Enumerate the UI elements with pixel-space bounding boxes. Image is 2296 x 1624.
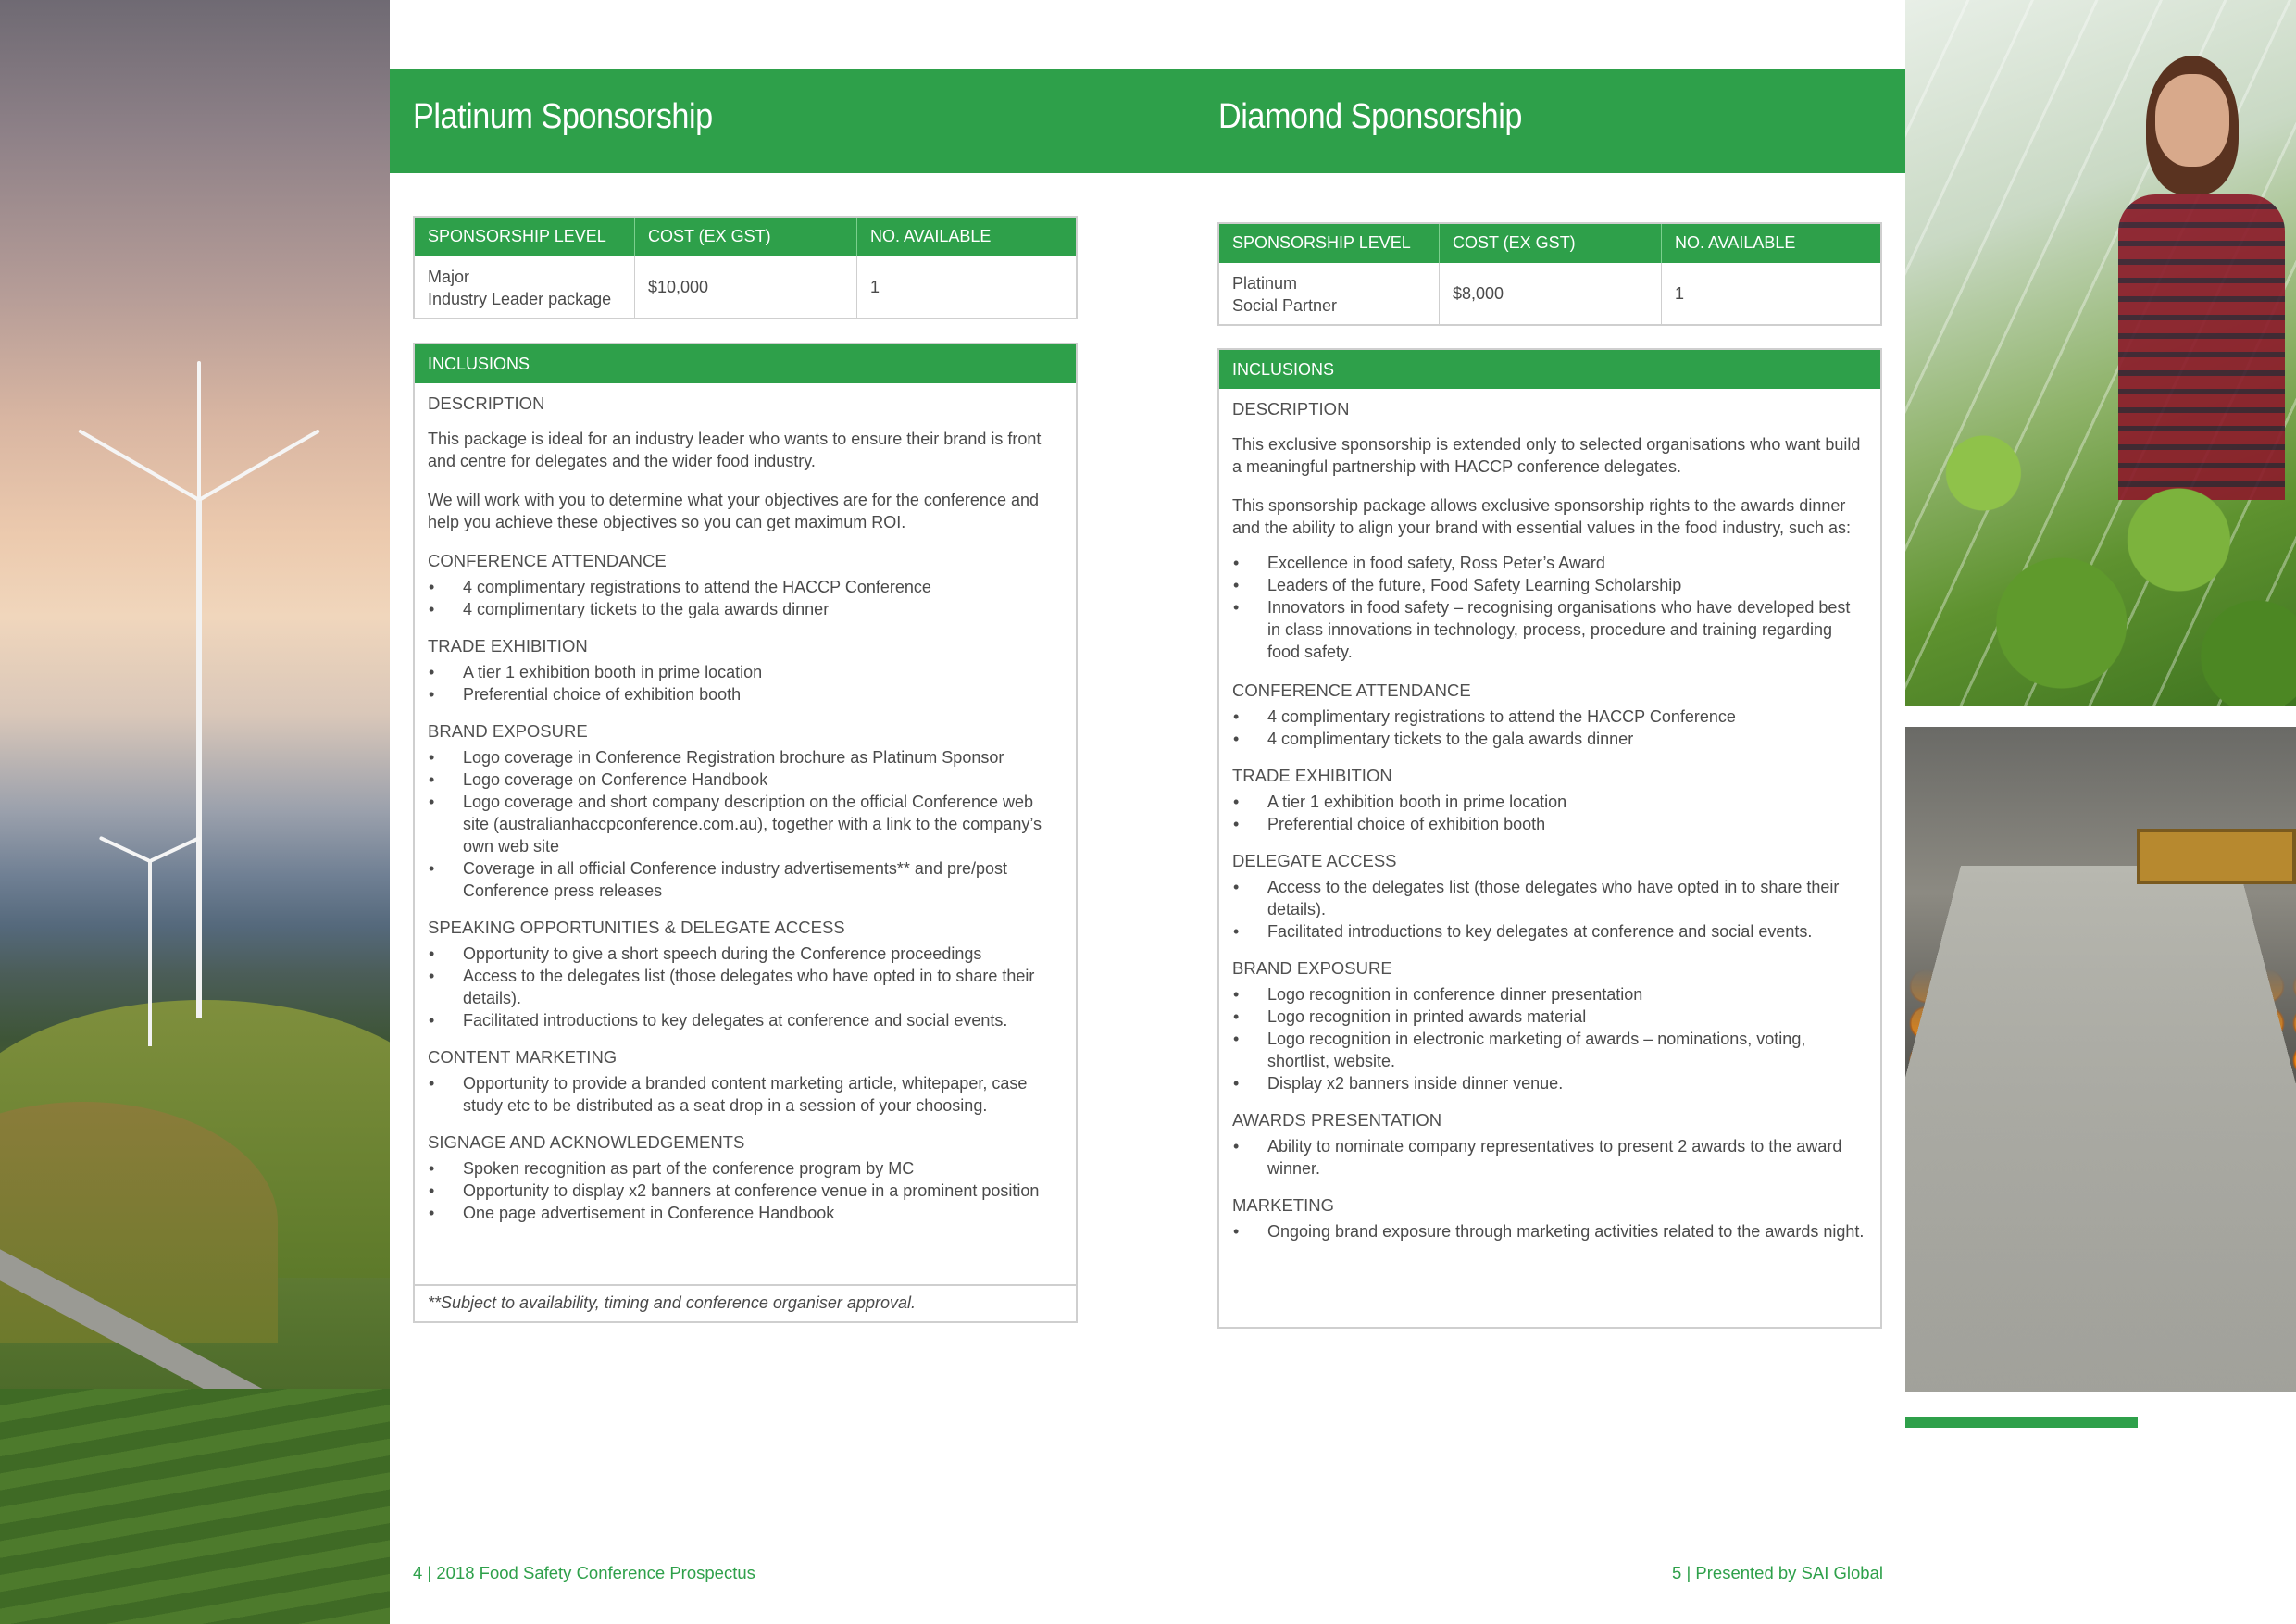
list-item: • Opportunity to give a short speech during the Conference proceedings bbox=[428, 943, 1063, 965]
list-item: • Leaders of the future, Food Safety Learning Scholarship bbox=[1232, 574, 1867, 596]
list-item: • Access to the delegates list (those delegates who have opted in to share their details). bbox=[428, 965, 1063, 1009]
photo-field bbox=[0, 1389, 390, 1624]
section-heading: DESCRIPTION bbox=[1232, 399, 1350, 418]
section-heading: MARKETING bbox=[1232, 1195, 1334, 1215]
platinum-sections bbox=[428, 550, 1063, 1224]
description-paragraph: This sponsorship package allows exclusive sponsorship rights to the awards dinner and the ability to align your brand with essential values in the food industry, such as: bbox=[1232, 496, 1852, 537]
list-item: • Facilitated introductions to key delegates at conference and social events. bbox=[1232, 920, 1867, 943]
table-header-row bbox=[1219, 224, 1880, 263]
diamond-sponsorship-title: Diamond Sponsorship bbox=[1218, 97, 1522, 136]
level-line: Social Partner bbox=[1232, 296, 1338, 315]
platinum-sponsorship-title: Platinum Sponsorship bbox=[413, 97, 713, 136]
bullet-list bbox=[428, 746, 1063, 902]
inclusions-body bbox=[415, 383, 1076, 1284]
list-item: • Logo coverage on Conference Handbook bbox=[428, 768, 1063, 791]
section-heading: DESCRIPTION bbox=[428, 394, 545, 413]
available-cell: 1 bbox=[870, 278, 880, 296]
oranges-processing-line-photo bbox=[1905, 727, 2296, 1392]
level-line: Industry Leader package bbox=[428, 290, 612, 308]
bullet-list bbox=[1232, 791, 1867, 835]
list-item: • 4 complimentary tickets to the gala awards dinner bbox=[1232, 728, 1867, 750]
section-heading: CONFERENCE ATTENDANCE bbox=[1232, 681, 1471, 700]
list-item: • 4 complimentary registrations to attend the HACCP Conference bbox=[1232, 706, 1867, 728]
list-item: • Opportunity to provide a branded content marketing article, whitepaper, case study etc to be distributed as a seat drop in a session of your choosing. bbox=[428, 1072, 1063, 1117]
orange-crate bbox=[2137, 829, 2296, 884]
list-item: • Preferential choice of exhibition booth bbox=[428, 683, 1063, 706]
bullet-list bbox=[428, 661, 1063, 706]
platinum-inclusions-box bbox=[413, 343, 1078, 1323]
list-item: • One page advertisement in Conference Handbook bbox=[428, 1202, 1063, 1224]
list-item: • Display x2 banners inside dinner venue. bbox=[1232, 1072, 1867, 1094]
woman-with-tablet-greenhouse-photo bbox=[1905, 0, 2296, 706]
section-heading: SPEAKING OPPORTUNITIES & DELEGATE ACCESS bbox=[428, 918, 845, 937]
section-heading: BRAND EXPOSURE bbox=[428, 721, 588, 741]
list-item: • Innovators in food safety – recognising organisations who have developed best in class innovations in technology, process, procedure and training regarding food safety. bbox=[1232, 596, 1867, 663]
cost-cell: $8,000 bbox=[1440, 263, 1662, 324]
description-paragraph: This exclusive sponsorship is extended only to selected organisations who want build a meaningful partnership with HACCP conference delegates. bbox=[1232, 435, 1861, 476]
inclusions-header: INCLUSIONS bbox=[415, 344, 1076, 383]
bullet-list bbox=[1232, 876, 1867, 943]
section-heading: CONFERENCE ATTENDANCE bbox=[428, 551, 667, 570]
list-item: • A tier 1 exhibition booth in prime location bbox=[428, 661, 1063, 683]
inclusions-header: INCLUSIONS bbox=[1219, 350, 1880, 389]
section-heading: DELEGATE ACCESS bbox=[1232, 851, 1397, 870]
diamond-sections bbox=[1232, 680, 1867, 1243]
column-header: SPONSORSHIP LEVEL bbox=[415, 218, 635, 256]
level-line: Platinum bbox=[1232, 274, 1298, 293]
table-header-row bbox=[415, 218, 1076, 256]
list-item: • Logo recognition in printed awards material bbox=[1232, 1006, 1867, 1028]
face bbox=[2155, 74, 2229, 167]
level-cell bbox=[1219, 263, 1440, 324]
footer-right-page: 5 | Presented by SAI Global bbox=[1672, 1563, 1883, 1582]
list-item: • Ongoing brand exposure through marketing activities related to the awards night. bbox=[1232, 1220, 1867, 1243]
bullet-list bbox=[1232, 1135, 1867, 1180]
section-heading: CONTENT MARKETING bbox=[428, 1047, 618, 1067]
list-item: • Logo recognition in electronic marketing of awards – nominations, voting, shortlist, website. bbox=[1232, 1028, 1867, 1072]
section-heading: AWARDS PRESENTATION bbox=[1232, 1110, 1442, 1130]
column-header: SPONSORSHIP LEVEL bbox=[1219, 224, 1440, 263]
list-item: • Opportunity to display x2 banners at conference venue in a prominent position bbox=[428, 1180, 1063, 1202]
award-list bbox=[1232, 552, 1867, 663]
list-item: • Logo coverage in Conference Registration brochure as Platinum Sponsor bbox=[428, 746, 1063, 768]
section-heading: BRAND EXPOSURE bbox=[1232, 958, 1392, 978]
level-cell bbox=[415, 256, 635, 318]
available-cell: 1 bbox=[1675, 284, 1685, 303]
footnote: **Subject to availability, timing and conference organiser approval. bbox=[415, 1284, 1076, 1320]
list-item: • 4 complimentary registrations to attend the HACCP Conference bbox=[428, 576, 1063, 598]
list-item: • Facilitated introductions to key delegates at conference and social events. bbox=[428, 1009, 1063, 1031]
bullet-list bbox=[428, 943, 1063, 1031]
list-item: • Coverage in all official Conference industry advertisements** and pre/post Conference press releases bbox=[428, 857, 1063, 902]
bullet-list bbox=[428, 1072, 1063, 1117]
oranges bbox=[1905, 968, 2296, 1392]
list-item: • Spoken recognition as part of the conference program by MC bbox=[428, 1157, 1063, 1180]
section-heading: TRADE EXHIBITION bbox=[428, 636, 588, 656]
platinum-level-table bbox=[413, 216, 1078, 319]
description-paragraph: We will work with you to determine what your objectives are for the conference and help you achieve these objectives so you can get maximum ROI. bbox=[428, 491, 1039, 531]
wind-turbines-landscape-photo bbox=[0, 0, 390, 1624]
list-item: • Preferential choice of exhibition booth bbox=[1232, 813, 1867, 835]
bullet-list bbox=[428, 576, 1063, 620]
footer-left-page: 4 | 2018 Food Safety Conference Prospectus bbox=[413, 1563, 755, 1582]
inclusions-body bbox=[1219, 389, 1880, 1326]
list-item: • 4 complimentary tickets to the gala awards dinner bbox=[428, 598, 1063, 620]
list-item: • Access to the delegates list (those delegates who have opted in to share their details). bbox=[1232, 876, 1867, 920]
column-header: NO. AVAILABLE bbox=[1675, 233, 1796, 252]
section-heading: TRADE EXHIBITION bbox=[1232, 766, 1392, 785]
bullet-list bbox=[428, 1157, 1063, 1224]
bullet-list bbox=[1232, 1220, 1867, 1243]
plant-leaves bbox=[1905, 373, 2296, 706]
table-row bbox=[1219, 263, 1880, 324]
list-item: • Logo coverage and short company description on the official Conference web site (australianhaccpconference.com.au), together with a link to the company’s own web site bbox=[428, 791, 1063, 857]
column-header: NO. AVAILABLE bbox=[870, 227, 992, 245]
level-line: Major bbox=[428, 268, 470, 286]
list-item: • Ability to nominate company representatives to present 2 awards to the award winner. bbox=[1232, 1135, 1867, 1180]
diamond-level-table bbox=[1217, 222, 1882, 326]
list-item: • Excellence in food safety, Ross Peter’s Award bbox=[1232, 552, 1867, 574]
bullet-list bbox=[1232, 983, 1867, 1094]
column-header: COST (EX GST) bbox=[635, 218, 857, 256]
column-header: COST (EX GST) bbox=[1440, 224, 1662, 263]
accent-bar bbox=[1905, 1417, 2138, 1428]
list-item: • A tier 1 exhibition booth in prime location bbox=[1232, 791, 1867, 813]
table-row bbox=[415, 256, 1076, 318]
list-item: • Logo recognition in conference dinner presentation bbox=[1232, 983, 1867, 1006]
bullet-list bbox=[1232, 706, 1867, 750]
section-heading: SIGNAGE AND ACKNOWLEDGEMENTS bbox=[428, 1132, 745, 1152]
description-paragraph: This package is ideal for an industry leader who wants to ensure their brand is front and centre for delegates and the wider food industry. bbox=[428, 430, 1042, 470]
cost-cell: $10,000 bbox=[635, 256, 857, 318]
diamond-inclusions-box bbox=[1217, 348, 1882, 1329]
